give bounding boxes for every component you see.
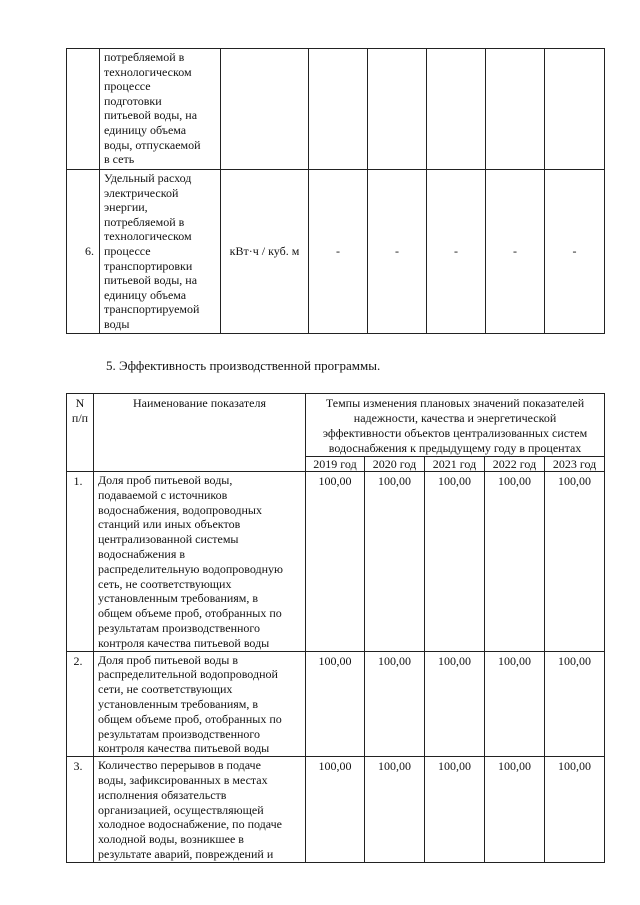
year-header: 2021 год xyxy=(425,457,485,472)
indicator-name: Удельный расход электрической энергии, потребляемой в технологическом процессе транспортировки питьевой воды, на единицу объема транспортируемой воды xyxy=(100,170,221,334)
value-cell xyxy=(427,49,486,170)
column-header-group: Темпы изменения плановых значений показателей надежности, качества и энергетической эффективности объектов централизованных систем водоснабжения к предыдущему году в процентах xyxy=(306,394,605,457)
column-header-name: Наименование показателя xyxy=(94,394,306,472)
value-cell xyxy=(309,49,368,170)
value-cell: 100,00 xyxy=(306,651,365,757)
year-header: 2023 год xyxy=(545,457,605,472)
unit-cell xyxy=(221,49,309,170)
year-header: 2020 год xyxy=(365,457,425,472)
row-number: 1. xyxy=(67,472,94,652)
value-cell: 100,00 xyxy=(425,651,485,757)
value-cell: 100,00 xyxy=(365,472,425,652)
value-cell: 100,00 xyxy=(485,757,545,863)
energy-table xyxy=(66,48,605,334)
value-cell: 100,00 xyxy=(485,651,545,757)
value-cell: 100,00 xyxy=(425,472,485,652)
value-cell: 100,00 xyxy=(365,757,425,863)
value-cell: 100,00 xyxy=(485,472,545,652)
efficiency-table xyxy=(66,393,605,863)
table-row xyxy=(67,170,605,334)
value-cell: 100,00 xyxy=(545,472,605,652)
section-heading: 5. Эффективность производственной программы. xyxy=(106,358,381,373)
column-header-number: N п/п xyxy=(67,394,94,472)
year-header: 2022 год xyxy=(485,457,545,472)
value-cell: 100,00 xyxy=(306,472,365,652)
value-cell: - xyxy=(309,170,368,334)
table-header-row xyxy=(67,394,605,457)
value-cell: 100,00 xyxy=(306,757,365,863)
year-header: 2019 год xyxy=(306,457,365,472)
row-number: 2. xyxy=(67,651,94,757)
row-number xyxy=(67,49,100,170)
value-cell: 100,00 xyxy=(545,651,605,757)
value-cell: 100,00 xyxy=(545,757,605,863)
unit-cell: кВт·ч / куб. м xyxy=(221,170,309,334)
value-cell: - xyxy=(545,170,605,334)
indicator-name: потребляемой в технологическом процессе подготовки питьевой воды, на единицу объема воды, отпускаемой в сеть xyxy=(100,49,221,170)
indicator-name: Количество перерывов в подаче воды, зафиксированных в местах исполнения обязательств организацией, осуществляющей холодное водоснабжение, по подаче холодной воды, возникшее в результате аварий, повреждений и xyxy=(94,757,306,863)
table-row xyxy=(67,757,605,863)
row-number: 6. xyxy=(67,170,100,334)
row-number: 3. xyxy=(67,757,94,863)
value-cell: - xyxy=(427,170,486,334)
indicator-name: Доля проб питьевой воды, подаваемой с источников водоснабжения, водопроводных станций или иных объектов централизованной системы водоснабжения в распределительную водопроводную сеть, не соответствующих установленным требованиям, в общем объеме проб, отобранных по результатам производственного контроля качества питьевой воды xyxy=(94,472,306,652)
value-cell xyxy=(486,49,545,170)
value-cell: - xyxy=(368,170,427,334)
value-cell: - xyxy=(486,170,545,334)
value-cell: 100,00 xyxy=(425,757,485,863)
value-cell xyxy=(368,49,427,170)
table-row xyxy=(67,651,605,757)
value-cell xyxy=(545,49,605,170)
value-cell: 100,00 xyxy=(365,651,425,757)
table-row xyxy=(67,49,605,170)
indicator-name: Доля проб питьевой воды в распределительной водопроводной сети, не соответствующих установленным требованиям, в общем объеме проб, отобранных по результатам производственного контроля качества питьевой воды xyxy=(94,651,306,757)
table-row xyxy=(67,472,605,652)
